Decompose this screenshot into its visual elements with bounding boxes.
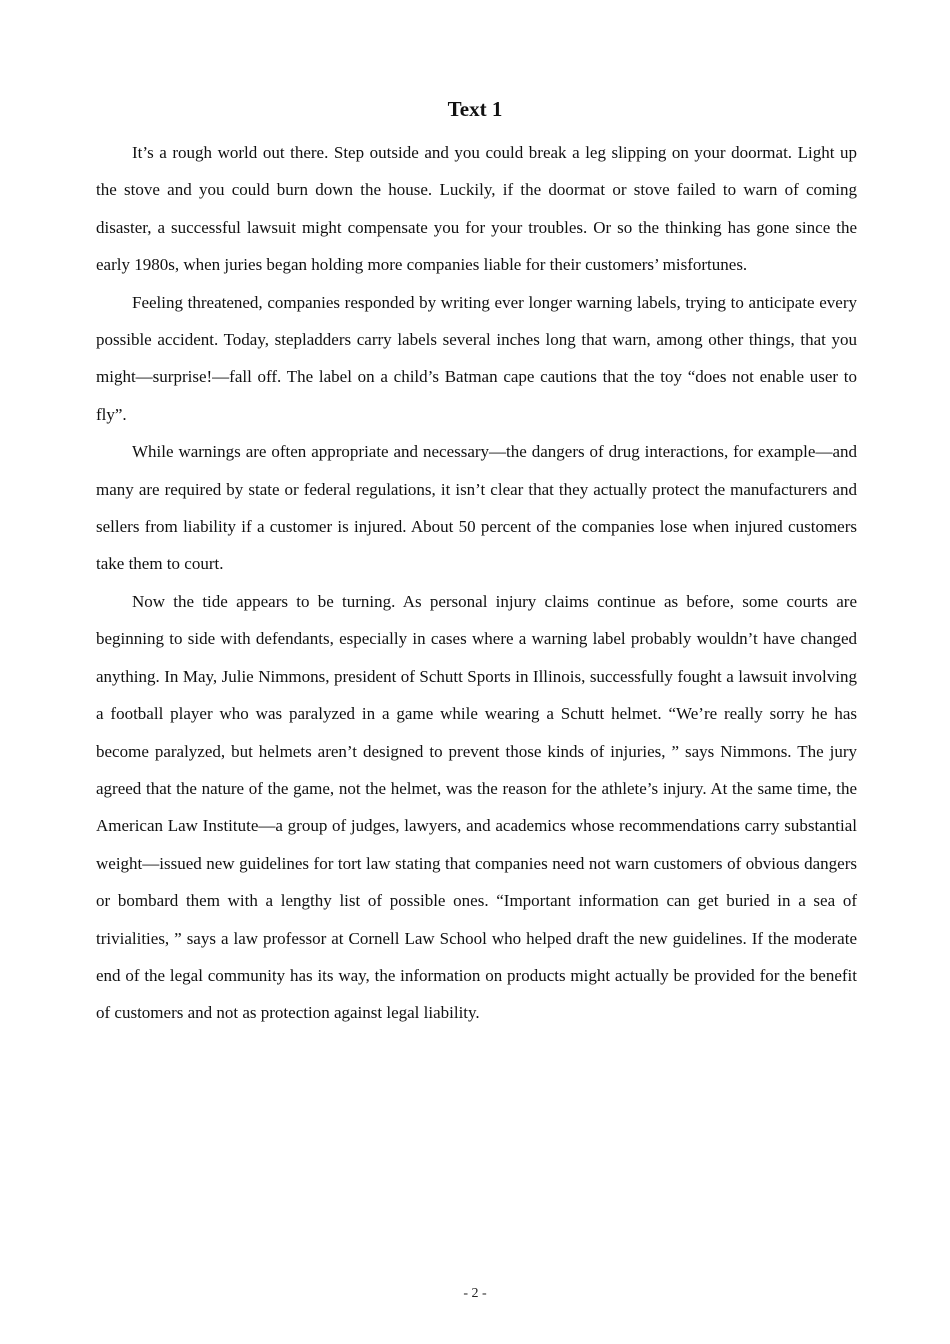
paragraph-1: It’s a rough world out there. Step outside and you could break a leg slipping on your doormat. Light up the stove and you could burn down the house. Luckily, if the doormat or stove failed to warn of coming disaster, a successful lawsuit might compensate you for your troubles. Or so the thinking has gone since the early 1980s, when juries began holding more companies liable for their customers’ misfortunes.: [96, 143, 857, 275]
article-body: [96, 134, 857, 1032]
page-number: - 2 -: [463, 1286, 487, 1301]
paragraph-2: Feeling threatened, companies responded by writing ever longer warning labels, trying to anticipate every possible accident. Today, stepladders carry labels several inches long that warn, among other things, that you might—surprise!—fall off. The label on a child’s Batman cape cautions that the toy “does not enable user to fly”.: [96, 292, 857, 424]
page-title: Text 1: [447, 97, 503, 121]
paragraph-3: While warnings are often appropriate and necessary—the dangers of drug interactions, for example—and many are required by state or federal regulations, it isn’t clear that they actually protect the manufacturers and sellers from liability if a customer is injured. About 50 percent of the companies lose when injured customers take them to court.: [96, 442, 857, 574]
paragraph-4: Now the tide appears to be turning. As personal injury claims continue as before, some courts are beginning to side with defendants, especially in cases where a warning label probably wouldn’t have changed anything. In May, Julie Nimmons, president of Schutt Sports in Illinois, successfully fought a lawsuit involving a football player who was paralyzed in a game while wearing a Schutt helmet. “We’re really sorry he has become paralyzed, but helmets aren’t designed to prevent those kinds of injuries, ” says Nimmons. The jury agreed that the nature of the game, not the helmet, was the reason for the athlete’s injury. At the same time, the American Law Institute—a group of judges, lawyers, and academics whose recommendations carry substantial weight—issued new guidelines for tort law stating that companies need not warn customers of obvious dangers or bombard them with a lengthy list of possible ones. “Important information can get buried in a sea of trivialities, ” says a law professor at Cornell Law School who helped draft the new guidelines. If the moderate end of the legal community has its way, the information on products might actually be provided for the benefit of customers and not as protection against legal liability.: [96, 591, 857, 1023]
